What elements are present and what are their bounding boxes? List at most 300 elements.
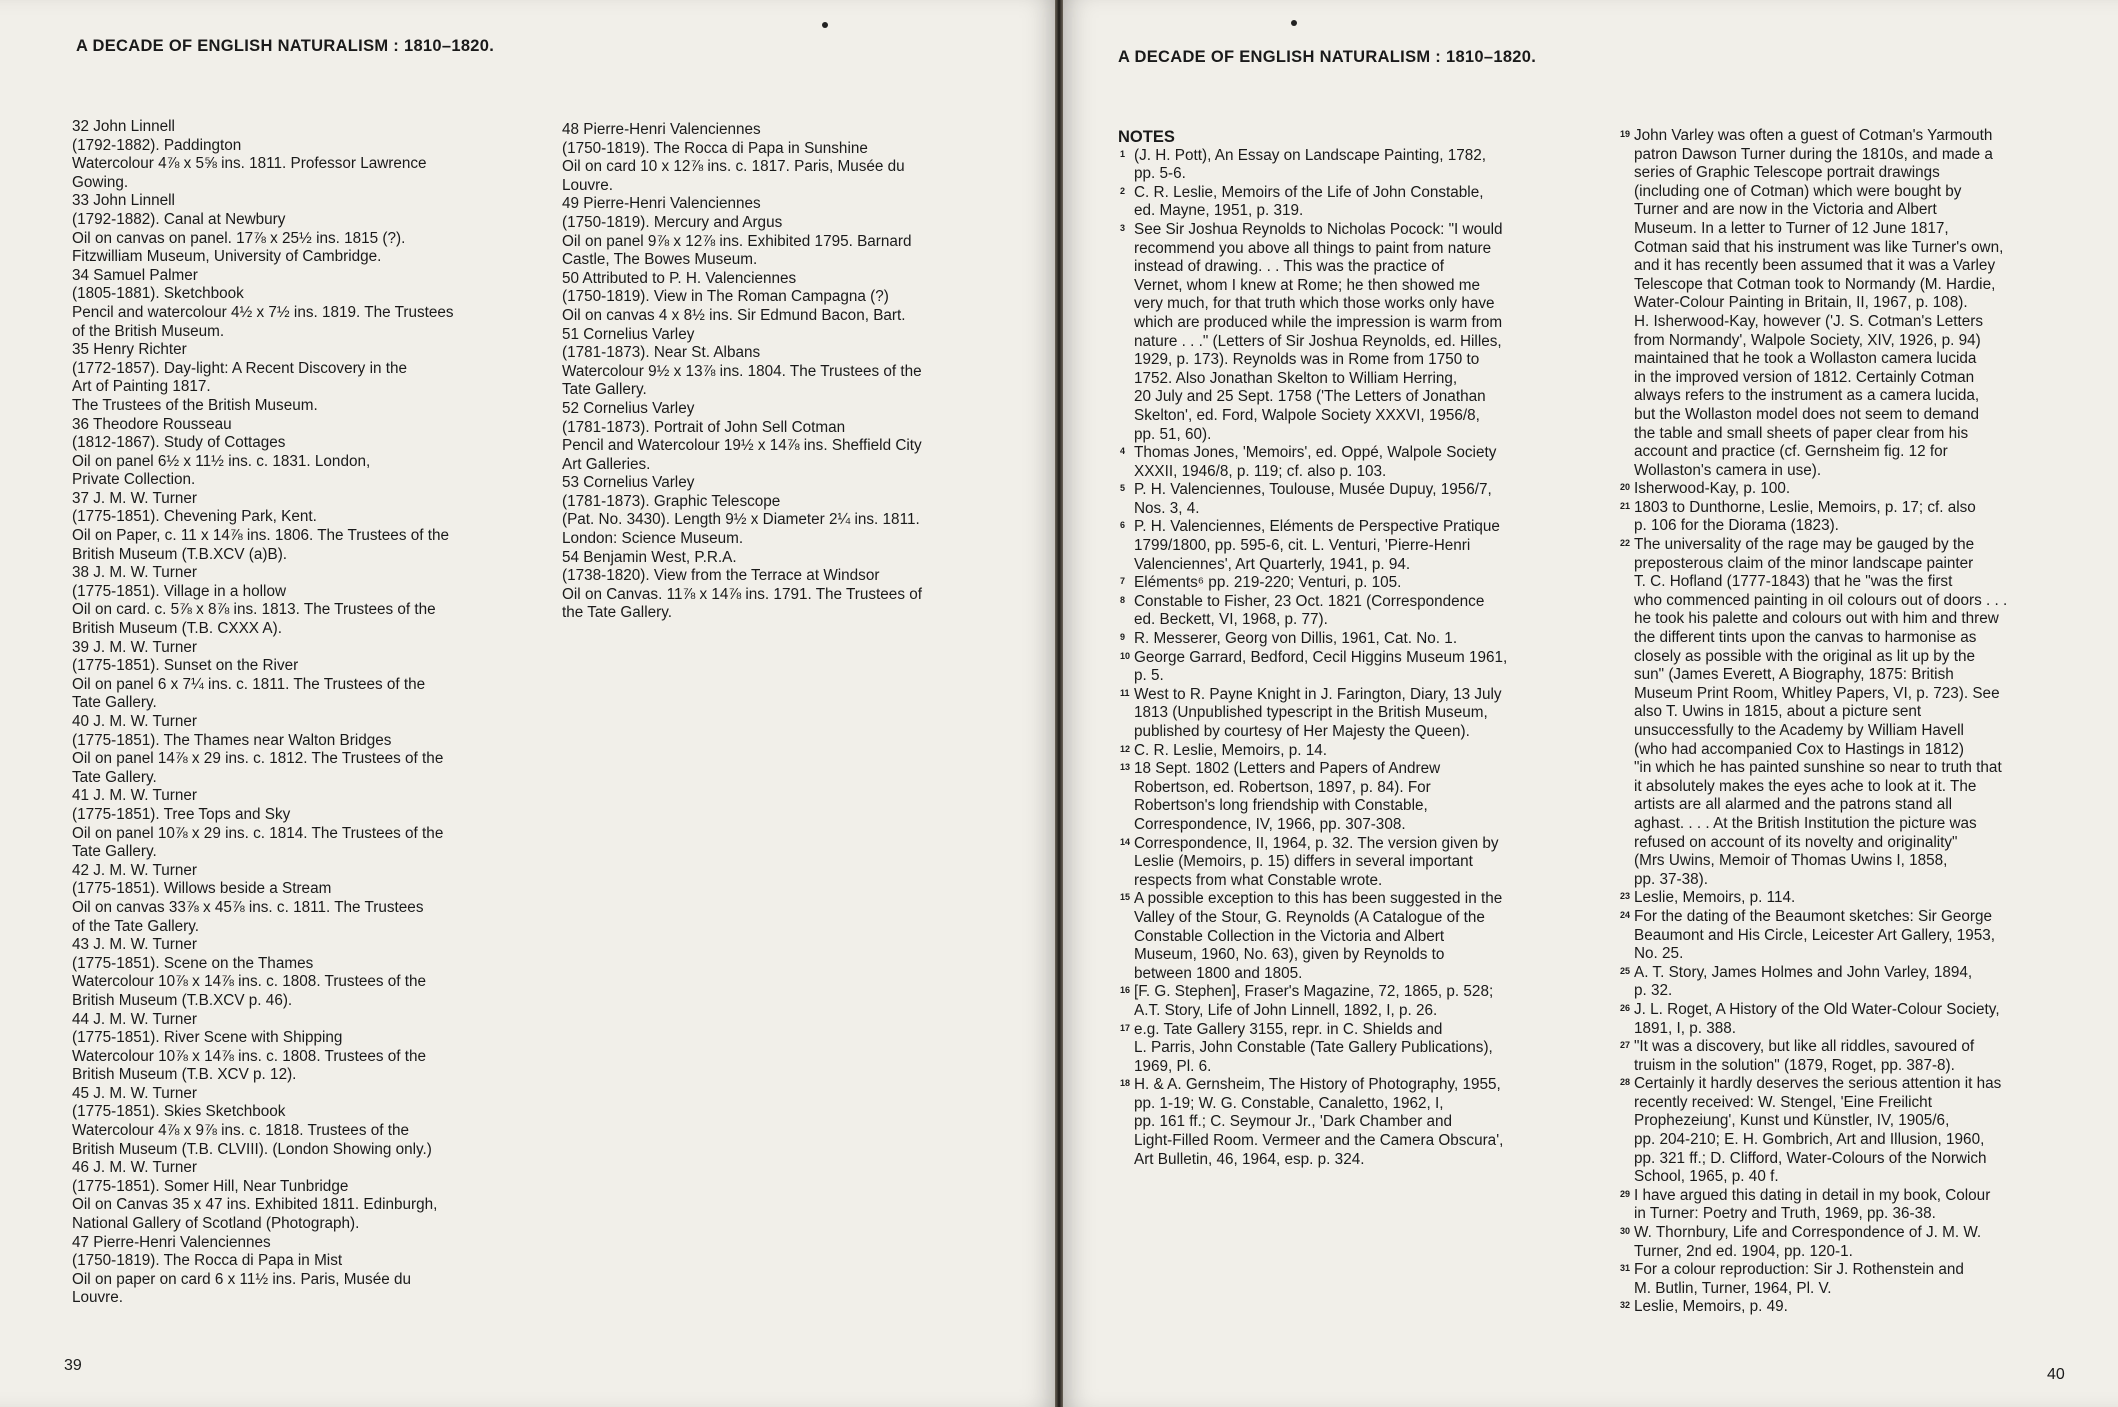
footnote-line: For the dating of the Beaumont sketches: Sir George [1634, 907, 1992, 925]
footnote-line: P. H. Valenciennes, Eléments de Perspective Pratique [1134, 518, 1500, 536]
footnote-line: pp. 1-19; W. G. Constable, Canaletto, 1962, I, [1134, 1094, 1444, 1112]
footnote-number: 19 [1620, 129, 1631, 139]
footnote-line: 1803 to Dunthorne, Leslie, Memoirs, p. 17; cf. also [1634, 498, 1976, 516]
entry-line: Art Galleries. [562, 455, 651, 473]
footnote-line: instead of drawing. . . This was the practice of [1134, 258, 1445, 276]
footnote-number: 22 [1620, 538, 1631, 549]
footnote-line: pp. 204-210; E. H. Gombrich, Art and Illusion, 1960, [1634, 1131, 1985, 1149]
footnote [1118, 1076, 1548, 1169]
footnote-number: 28 [1620, 1077, 1631, 1088]
footnote [1118, 760, 1548, 834]
footnote-line: I have argued this dating in detail in my book, Colour [1634, 1186, 1991, 1204]
page-number: 39 [64, 1357, 82, 1374]
footnote [1118, 1021, 1548, 1077]
footnote-line: No. 25. [1634, 945, 1684, 963]
entry-line: (1775-1851). Sunset on the River [72, 657, 299, 675]
catalogue-entry [72, 416, 527, 490]
footnote-number: 12 [1120, 743, 1131, 754]
footnote-line: J. L. Roget, A History of the Old Water-Colour Society, [1634, 1000, 2000, 1018]
footnote-line: Leslie (Memoirs, p. 15) differs in several important [1134, 853, 1473, 871]
entry-line: 43 J. M. W. Turner [72, 936, 197, 954]
entry-line: Oil on panel 10⅞ x 29 ins. c. 1814. The Trustees of the [72, 824, 444, 842]
entry-line: Oil on Canvas. 11⅞ x 14⅞ ins. 1791. The Trustees of [562, 585, 922, 603]
notes-column-2 [1618, 127, 2073, 1317]
footnote-number: 25 [1620, 965, 1631, 976]
footnote-line: C. R. Leslie, Memoirs of the Life of John Constable, [1134, 183, 1484, 201]
entry-line: (Pat. No. 3430). Length 9½ x Diameter 2¼ ins. 1811. [562, 511, 920, 529]
entry-line: (1792-1882). Canal at Newbury [72, 210, 286, 228]
entry-line: (1775-1851). Village in a hollow [72, 582, 287, 600]
footnote-number: 24 [1620, 909, 1631, 920]
footnote-line: 1969, Pl. 6. [1134, 1057, 1212, 1075]
footnote-line: maintained that he took a Wollaston camera lucida [1634, 350, 1977, 368]
footnote-line: Turner, 2nd ed. 1904, pp. 120-1. [1634, 1242, 1853, 1260]
footnote-number: 6 [1120, 520, 1126, 531]
entry-line: (1805-1881). Sketchbook [72, 285, 244, 303]
footnote [1118, 630, 1548, 649]
entry-line: (1775-1851). Tree Tops and Sky [72, 805, 291, 823]
footnote-number: 9 [1120, 632, 1126, 643]
footnote-line: truism in the solution" (1879, Roget, pp. 387-8). [1634, 1056, 1955, 1074]
entry-line: Oil on panel 14⅞ x 29 ins. c. 1812. The Trustees of the [72, 750, 444, 768]
footnote-line: p. 106 for the Diorama (1823). [1634, 517, 1839, 535]
footnote [1618, 1075, 2073, 1187]
footnote-number: 1 [1120, 148, 1126, 159]
entry-line: 40 J. M. W. Turner [72, 713, 197, 730]
ink-dot [822, 22, 828, 28]
catalogue-entry [72, 936, 527, 1010]
footnote-line: recommend you above all things to paint from nature [1134, 239, 1492, 257]
footnote [1618, 1261, 2073, 1298]
footnote-line: L. Parris, John Constable (Tate Gallery Publications), [1134, 1039, 1493, 1057]
entry-line: (1750-1819). View in The Roman Campagna (?) [562, 288, 889, 306]
footnote-line: Certainly it hardly deserves the serious attention it has [1634, 1075, 2002, 1093]
footnote-number: 17 [1120, 1022, 1131, 1033]
footnote-line: West to R. Payne Knight in J. Farington, Diary, 13 July [1134, 685, 1502, 703]
footnote [1618, 536, 2073, 889]
entry-line: 33 John Linnell [72, 192, 175, 210]
entry-line: Oil on canvas 33⅞ x 45⅞ ins. c. 1811. The Trustees [72, 898, 424, 916]
footnote-line: (including one of Cotman) which were bought by [1634, 182, 1962, 200]
entry-line: Louvre. [72, 1289, 124, 1307]
footnote-line: Skelton', ed. Ford, Walpole Society XXXVI, 1956/8, [1134, 406, 1480, 424]
footnote [1618, 480, 2073, 499]
catalogue-entry [72, 490, 527, 564]
footnote-line: published by courtesy of Her Majesty the Queen). [1134, 723, 1470, 740]
entry-line: Oil on canvas 4 x 8½ ins. Sir Edmund Bacon, Bart. [562, 306, 906, 324]
entry-line: Oil on card 10 x 12⅞ ins. c. 1817. Paris, Musée du [562, 158, 905, 176]
footnote-line: Correspondence, II, 1964, p. 32. The version given by [1134, 834, 1499, 852]
footnote-line: Leslie, Memoirs, p. 114. [1634, 889, 1796, 907]
footnote-line: "in which he has painted sunshine so near to truth that [1634, 759, 2002, 777]
entry-line: Tate Gallery. [72, 694, 157, 712]
entry-line: Oil on Canvas 35 x 47 ins. Exhibited 1811. Edinburgh, [72, 1196, 438, 1214]
footnote-number: 30 [1620, 1226, 1631, 1237]
footnote-number: 21 [1620, 500, 1631, 511]
footnote-line: preposterous claim of the minor landscape painter [1634, 554, 1974, 572]
footnote-line: Valenciennes', Art Quarterly, 1941, p. 94. [1134, 555, 1411, 573]
entry-line: 38 J. M. W. Turner [72, 564, 197, 582]
footnote-line: pp. 51, 60). [1134, 425, 1212, 443]
entry-line: London: Science Museum. [562, 530, 744, 548]
footnote-line: Thomas Jones, 'Memoirs', ed. Oppé, Walpole Society [1134, 444, 1497, 462]
footnote-line: Prophezeiung', Kunst und Künstler, IV, 1905/6, [1634, 1112, 1950, 1130]
footnote-line: (J. H. Pott), An Essay on Landscape Painting, 1782, [1134, 146, 1487, 164]
footnote-line: "It was a discovery, but like all riddles, savoured of [1634, 1038, 1975, 1056]
footnote-line: series of Graphic Telescope portrait drawings [1634, 164, 1940, 182]
footnote-line: aghast. . . . At the British Institution the picture was [1634, 814, 1977, 832]
footnote-line: ed. Beckett, VI, 1968, p. 77). [1134, 611, 1328, 629]
footnote-line: T. C. Hofland (1777-1843) that he "was the first [1634, 573, 1953, 591]
footnote-line: Telescope that Cotman took to Normandy (M. Hardie, [1634, 275, 1996, 293]
entry-line: Oil on panel 6 x 7¼ ins. c. 1811. The Trustees of the [72, 675, 426, 693]
entry-line: (1738-1820). View from the Terrace at Windsor [562, 567, 880, 585]
footnote [1118, 890, 1548, 983]
footnote-line: Light-Filled Room. Vermeer and the Camera Obscura', [1134, 1132, 1504, 1150]
catalogue-entry [72, 192, 527, 266]
footnote-line: Museum. In a letter to Turner of 12 June 1817, [1634, 219, 1949, 237]
entry-line: (1772-1857). Day-light: A Recent Discovery in the [72, 359, 407, 377]
entry-line: (1775-1851). Willows beside a Stream [72, 880, 332, 898]
footnote-line: always refers to the instrument as a camera lucida, [1634, 387, 1980, 405]
footnote [1118, 147, 1548, 184]
footnote-line: Isherwood-Kay, p. 100. [1634, 480, 1791, 498]
footnote-line: M. Butlin, Turner, 1964, Pl. V. [1634, 1279, 1832, 1297]
footnote-line: Cotman said that his instrument was like Turner's own, [1634, 238, 2004, 256]
catalogue-entry [562, 270, 992, 326]
footnote-line: who commenced painting in oil colours out of doors . . . [1634, 591, 2008, 609]
entry-line: Watercolour 4⅞ x 9⅞ ins. c. 1818. Trustees of the [72, 1122, 409, 1140]
entry-line: 41 J. M. W. Turner [72, 787, 197, 805]
footnote-line: 20 July and 25 Sept. 1758 ('The Letters of Jonathan [1134, 388, 1486, 406]
entry-line: 53 Cornelius Varley [562, 474, 695, 492]
footnote-line: John Varley was often a guest of Cotman's Yarmouth [1634, 127, 1993, 144]
footnote-line: but the Wollaston model does not seem to demand [1634, 405, 1979, 423]
footnote-line: closely as possible with the original as lit up by the [1634, 647, 1975, 665]
entry-line: Castle, The Bowes Museum. [562, 251, 758, 269]
catalogue-entry [562, 549, 992, 623]
footnote-line: from Normandy', Walpole Society, XIV, 1926, p. 94) [1634, 331, 1981, 349]
entry-line: (1775-1851). Chevening Park, Kent. [72, 508, 317, 526]
entry-line: British Museum (T.B.XCV p. 46). [72, 991, 293, 1009]
entry-line: Tate Gallery. [72, 768, 157, 786]
footnote-line: (who had accompanied Cox to Hastings in 1812) [1634, 740, 1964, 758]
footnote-number: 27 [1620, 1040, 1631, 1051]
footnote-line: 18 Sept. 1802 (Letters and Papers of Andrew [1134, 760, 1441, 778]
footnote-line: For a colour reproduction: Sir J. Rothenstein and [1634, 1261, 1964, 1279]
footnote-number: 11 [1120, 687, 1130, 698]
footnote-line: the different tints upon the canvas to harmonise as [1634, 629, 1977, 647]
footnote-line: and it has recently been assumed that it was a Varley [1634, 257, 1996, 275]
entry-line: Oil on Paper, c. 11 x 14⅞ ins. 1806. The Trustees of the [72, 527, 449, 545]
right-page [1063, 0, 2118, 1407]
catalogue-entry [72, 639, 527, 713]
footnote-line: (Mrs Uwins, Memoir of Thomas Uwins I, 1858, [1634, 852, 1948, 870]
footnote-number: 8 [1120, 594, 1126, 605]
footnote-line: Constable to Fisher, 23 Oct. 1821 (Correspondence [1134, 592, 1485, 610]
entry-line: the Tate Gallery. [562, 604, 672, 622]
footnote-line: Constable Collection in the Victoria and Albert [1134, 927, 1445, 945]
book-gutter [1055, 0, 1063, 1407]
footnote-line: 1891, I, p. 388. [1634, 1019, 1737, 1037]
footnote [1118, 481, 1548, 518]
ink-dot [1291, 20, 1297, 26]
catalogue-column-2 [562, 121, 992, 623]
footnote-number: 20 [1620, 482, 1631, 493]
entry-line: Louvre. [562, 176, 614, 194]
entry-line: Oil on paper on card 6 x 11½ ins. Paris, Musée du [72, 1270, 411, 1288]
footnote-line: artists are all alarmed and the patrons stand all [1634, 796, 1953, 814]
footnote-line: W. Thornbury, Life and Correspondence of J. M. W. [1634, 1224, 1982, 1242]
entry-line: 51 Cornelius Varley [562, 325, 695, 343]
footnote [1118, 221, 1548, 444]
catalogue-entry [72, 564, 527, 638]
entry-line: British Museum (T.B.XCV (a)B). [72, 545, 288, 563]
running-head: A DECADE OF ENGLISH NATURALISM : 1810–1820. [1118, 48, 1537, 66]
footnote-line: the table and small sheets of paper clear from his [1634, 424, 1969, 442]
footnote-number: 3 [1120, 222, 1126, 233]
footnote-line: [F. G. Stephen], Fraser's Magazine, 72, 1865, p. 528; [1134, 983, 1494, 1001]
entry-line: Oil on panel 6½ x 11½ ins. c. 1831. London, [72, 452, 371, 470]
catalogue-entry [562, 121, 992, 195]
entry-line: 39 J. M. W. Turner [72, 638, 197, 656]
footnote-line: he took his palette and colours out with him and threw [1634, 610, 1999, 628]
footnote-line: also T. Uwins in 1815, about a picture sent [1634, 703, 1922, 721]
footnote [1618, 127, 2073, 480]
footnote-line: The universality of the rage may be gauged by the [1634, 536, 1975, 554]
entry-line: Oil on card. c. 5⅞ x 8⅞ ins. 1813. The Trustees of the [72, 601, 436, 619]
footnote [1618, 908, 2073, 964]
entry-line: Oil on panel 9⅞ x 12⅞ ins. Exhibited 1795. Barnard [562, 232, 912, 250]
entry-line: (1775-1851). Skies Sketchbook [72, 1103, 286, 1121]
footnote [1618, 1038, 2073, 1075]
footnote [1618, 499, 2073, 536]
catalogue-entry [72, 1085, 527, 1159]
entry-line: 50 Attributed to P. H. Valenciennes [562, 269, 797, 287]
entry-line: Pencil and watercolour 4½ x 7½ ins. 1819. The Trustees [72, 303, 454, 321]
footnote-line: refused on account of its novelty and originality" [1634, 833, 1958, 851]
footnote-line: Eléments⁶ pp. 219-220; Venturi, p. 105. [1134, 574, 1402, 592]
entry-line: National Gallery of Scotland (Photograph). [72, 1215, 360, 1233]
entry-line: 36 Theodore Rousseau [72, 415, 232, 433]
entry-line: Gowing. [72, 173, 129, 191]
entry-line: 45 J. M. W. Turner [72, 1084, 197, 1102]
footnote [1118, 593, 1548, 630]
entry-line: of the British Museum. [72, 322, 225, 340]
catalogue-column-1 [72, 118, 527, 1308]
footnote [1118, 444, 1548, 481]
footnote [1118, 983, 1548, 1020]
catalogue-entry [562, 474, 992, 548]
entry-line: 46 J. M. W. Turner [72, 1159, 197, 1177]
catalogue-entry [562, 326, 992, 400]
footnote-line: Wollaston's camera in use). [1634, 461, 1822, 479]
entry-line: (1781-1873). Graphic Telescope [562, 492, 781, 510]
entry-line: Watercolour 9½ x 13⅞ ins. 1804. The Trustees of the [562, 362, 922, 380]
entry-line: 37 J. M. W. Turner [72, 489, 197, 507]
entry-line: 35 Henry Richter [72, 341, 187, 359]
entry-line: (1775-1851). Scene on the Thames [72, 954, 314, 972]
footnote-line: in the improved version of 1812. Certainly Cotman [1634, 368, 1975, 386]
footnote-number: 31 [1620, 1263, 1631, 1274]
footnote-line: Vernet, whom I knew at Rome; he then showed me [1134, 276, 1481, 294]
footnote-line: pp. 321 ff.; D. Clifford, Water-Colours of the Norwich [1634, 1149, 1987, 1167]
footnote-line: e.g. Tate Gallery 3155, repr. in C. Shields and [1134, 1020, 1443, 1038]
running-head: A DECADE OF ENGLISH NATURALISM : 1810–1820. [76, 37, 495, 55]
catalogue-entry [72, 713, 527, 787]
footnote-line: A possible exception to this has been suggested in the [1134, 890, 1503, 908]
entry-line: Fitzwilliam Museum, University of Cambridge. [72, 248, 382, 266]
catalogue-entry [72, 1159, 527, 1233]
footnote [1618, 1224, 2073, 1261]
entry-line: (1750-1819). Mercury and Argus [562, 213, 783, 231]
footnote-number: 29 [1620, 1188, 1631, 1199]
footnote-line: p. 5. [1134, 667, 1164, 685]
footnote-number: 10 [1120, 650, 1131, 661]
catalogue-entry [72, 1234, 527, 1308]
entry-line: Watercolour 10⅞ x 14⅞ ins. c. 1808. Trustees of the [72, 1047, 427, 1065]
footnote-line: recently received: W. Stengel, 'Eine Freilicht [1634, 1093, 1932, 1111]
catalogue-entry [562, 400, 992, 474]
footnote [1618, 964, 2073, 1001]
footnote-number: 18 [1120, 1078, 1131, 1089]
entry-line: 48 Pierre-Henri Valenciennes [562, 121, 761, 138]
entry-line: British Museum (T.B. CXXX A). [72, 620, 282, 638]
footnote-line: Water-Colour Painting in Britain, II, 1967, p. 108). [1634, 294, 1968, 312]
footnote-number: 14 [1120, 836, 1131, 847]
entry-line: of the Tate Gallery. [72, 917, 199, 935]
footnote-line: pp. 5-6. [1134, 165, 1186, 183]
footnote-line: patron Dawson Turner during the 1810s, and made a [1634, 145, 1993, 163]
entry-line: British Museum (T.B. CLVIII). (London Showing only.) [72, 1140, 432, 1158]
footnote-line: Beaumont and His Circle, Leicester Art Gallery, 1953, [1634, 926, 1996, 944]
footnote-number: 4 [1120, 446, 1126, 457]
footnote-line: account and practice (cf. Gernsheim fig. 12 for [1634, 443, 1948, 461]
footnote [1618, 1001, 2073, 1038]
footnote-line: Museum, 1960, No. 63), given by Reynolds to [1134, 946, 1445, 964]
footnote-line: 1799/1800, pp. 595-6, cit. L. Venturi, 'Pierre-Henri [1134, 537, 1471, 555]
footnote-line: nature . . ." (Letters of Sir Joshua Reynolds, ed. Hilles, [1134, 332, 1502, 350]
entry-line: Tate Gallery. [72, 843, 157, 861]
footnote-number: 23 [1620, 891, 1631, 902]
footnote-line: p. 32. [1634, 982, 1673, 1000]
entry-line: 47 Pierre-Henri Valenciennes [72, 1233, 271, 1251]
entry-line: Pencil and Watercolour 19½ x 14⅞ ins. Sheffield City [562, 437, 922, 455]
footnote-line: Nos. 3, 4. [1134, 499, 1200, 517]
footnote-number: 13 [1120, 762, 1131, 773]
entry-line: (1750-1819). The Rocca di Papa in Sunshine [562, 139, 868, 157]
catalogue-entry [562, 195, 992, 269]
entry-line: (1812-1867). Study of Cottages [72, 434, 286, 452]
catalogue-entry [72, 118, 527, 192]
footnote-line: Turner and are now in the Victoria and Albert [1634, 201, 1937, 219]
footnote [1618, 1298, 2073, 1317]
entry-line: (1781-1873). Portrait of John Sell Cotman [562, 418, 846, 436]
entry-line: Tate Gallery. [562, 381, 647, 399]
footnote-number: 7 [1120, 576, 1126, 587]
left-page [0, 0, 1055, 1407]
footnote-line: A. T. Story, James Holmes and John Varley, 1894, [1634, 963, 1973, 981]
footnote-line: George Garrard, Bedford, Cecil Higgins Museum 1961, [1134, 648, 1508, 666]
footnote [1118, 686, 1548, 742]
footnote-line: in Turner: Poetry and Truth, 1969, pp. 36-38. [1634, 1205, 1936, 1223]
footnote-line: which are produced while the impression is warm from [1134, 313, 1503, 331]
footnote [1118, 742, 1548, 761]
footnote [1118, 518, 1548, 574]
entry-line: 49 Pierre-Henri Valenciennes [562, 195, 761, 213]
footnote-line: Leslie, Memoirs, p. 49. [1634, 1298, 1788, 1316]
entry-line: Private Collection. [72, 471, 196, 489]
footnote-line: it absolutely makes the eyes ache to look at it. The [1634, 777, 1977, 795]
footnote-number: 5 [1120, 483, 1126, 494]
footnote-number: 26 [1620, 1002, 1631, 1013]
notes-list-1 [1118, 147, 1548, 1170]
notes-column-1 [1118, 128, 1548, 1169]
entry-line: Watercolour 10⅞ x 14⅞ ins. c. 1808. Trustees of the [72, 973, 427, 991]
entry-line: (1775-1851). River Scene with Shipping [72, 1029, 343, 1047]
footnote-line: P. H. Valenciennes, Toulouse, Musée Dupuy, 1956/7, [1134, 481, 1492, 499]
footnote-line: R. Messerer, Georg von Dillis, 1961, Cat. No. 1. [1134, 630, 1458, 648]
footnote-line: pp. 37-38). [1634, 870, 1708, 888]
catalogue-entry [72, 267, 527, 341]
footnote [1118, 574, 1548, 593]
footnote [1118, 184, 1548, 221]
page-number: 40 [2047, 1366, 2065, 1383]
footnote [1118, 835, 1548, 891]
footnote-line: pp. 161 ff.; C. Seymour Jr., 'Dark Chamber and [1134, 1113, 1453, 1131]
entry-line: 42 J. M. W. Turner [72, 861, 197, 879]
entry-line: 44 J. M. W. Turner [72, 1010, 197, 1028]
footnote-number: 15 [1120, 892, 1131, 903]
footnote-line: 1752. Also Jonathan Skelton to William Herring, [1134, 369, 1458, 387]
footnote [1618, 1187, 2073, 1224]
footnote-line: sun" (James Everett, A Biography, 1875: British [1634, 666, 1954, 684]
footnote-line: A.T. Story, Life of John Linnell, 1892, I, p. 26. [1134, 1001, 1438, 1019]
footnote-line: C. R. Leslie, Memoirs, p. 14. [1134, 741, 1327, 759]
footnote-line: Correspondence, IV, 1966, pp. 307-308. [1134, 815, 1406, 833]
footnote-number: 2 [1120, 185, 1126, 196]
footnote-line: 1813 (Unpublished typescript in the British Museum, [1134, 704, 1488, 722]
entry-line: Watercolour 4⅞ x 5⅝ ins. 1811. Professor Lawrence [72, 155, 427, 173]
footnote-line: between 1800 and 1805. [1134, 964, 1303, 982]
footnote-line: School, 1965, p. 40 f. [1634, 1168, 1779, 1186]
catalogue-entry [72, 787, 527, 861]
footnote-line: H. Isherwood-Kay, however ('J. S. Cotman's Letters [1634, 312, 1984, 330]
footnote-line: Art Bulletin, 46, 1964, esp. p. 324. [1134, 1150, 1365, 1168]
footnote-line: Robertson's long friendship with Constable, [1134, 797, 1428, 815]
footnote-line: unsuccessfully to the Academy by William Havell [1634, 722, 1964, 739]
entry-line: British Museum (T.B. XCV p. 12). [72, 1066, 297, 1084]
entry-line: 34 Samuel Palmer [72, 266, 198, 284]
entry-line: Oil on canvas on panel. 17⅞ x 25½ ins. 1815 (?). [72, 229, 406, 247]
footnote-line: Valley of the Stour, G. Reynolds (A Catalogue of the [1134, 908, 1485, 926]
entry-line: (1781-1873). Near St. Albans [562, 344, 761, 362]
notes-heading: NOTES [1118, 128, 1175, 146]
footnote-number: 32 [1620, 1300, 1631, 1311]
footnote [1618, 889, 2073, 908]
entry-line: (1775-1851). The Thames near Walton Bridges [72, 731, 392, 749]
entry-line: (1775-1851). Somer Hill, Near Tunbridge [72, 1177, 349, 1195]
footnote-line: ed. Mayne, 1951, p. 319. [1134, 202, 1304, 220]
footnote-line: very much, for that truth which those works only have [1134, 295, 1495, 313]
footnote-line: XXXII, 1946/8, p. 119; cf. also p. 103. [1134, 462, 1387, 480]
entry-line: (1750-1819). The Rocca di Papa in Mist [72, 1252, 343, 1270]
footnote-line: H. & A. Gernsheim, The History of Photography, 1955, [1134, 1076, 1501, 1094]
footnote [1118, 649, 1548, 686]
entry-line: 32 John Linnell [72, 118, 175, 135]
footnote-line: respects from what Constable wrote. [1134, 871, 1383, 889]
footnote-line: Museum Print Room, Whitley Papers, VI, p. 723). See [1634, 684, 2000, 702]
